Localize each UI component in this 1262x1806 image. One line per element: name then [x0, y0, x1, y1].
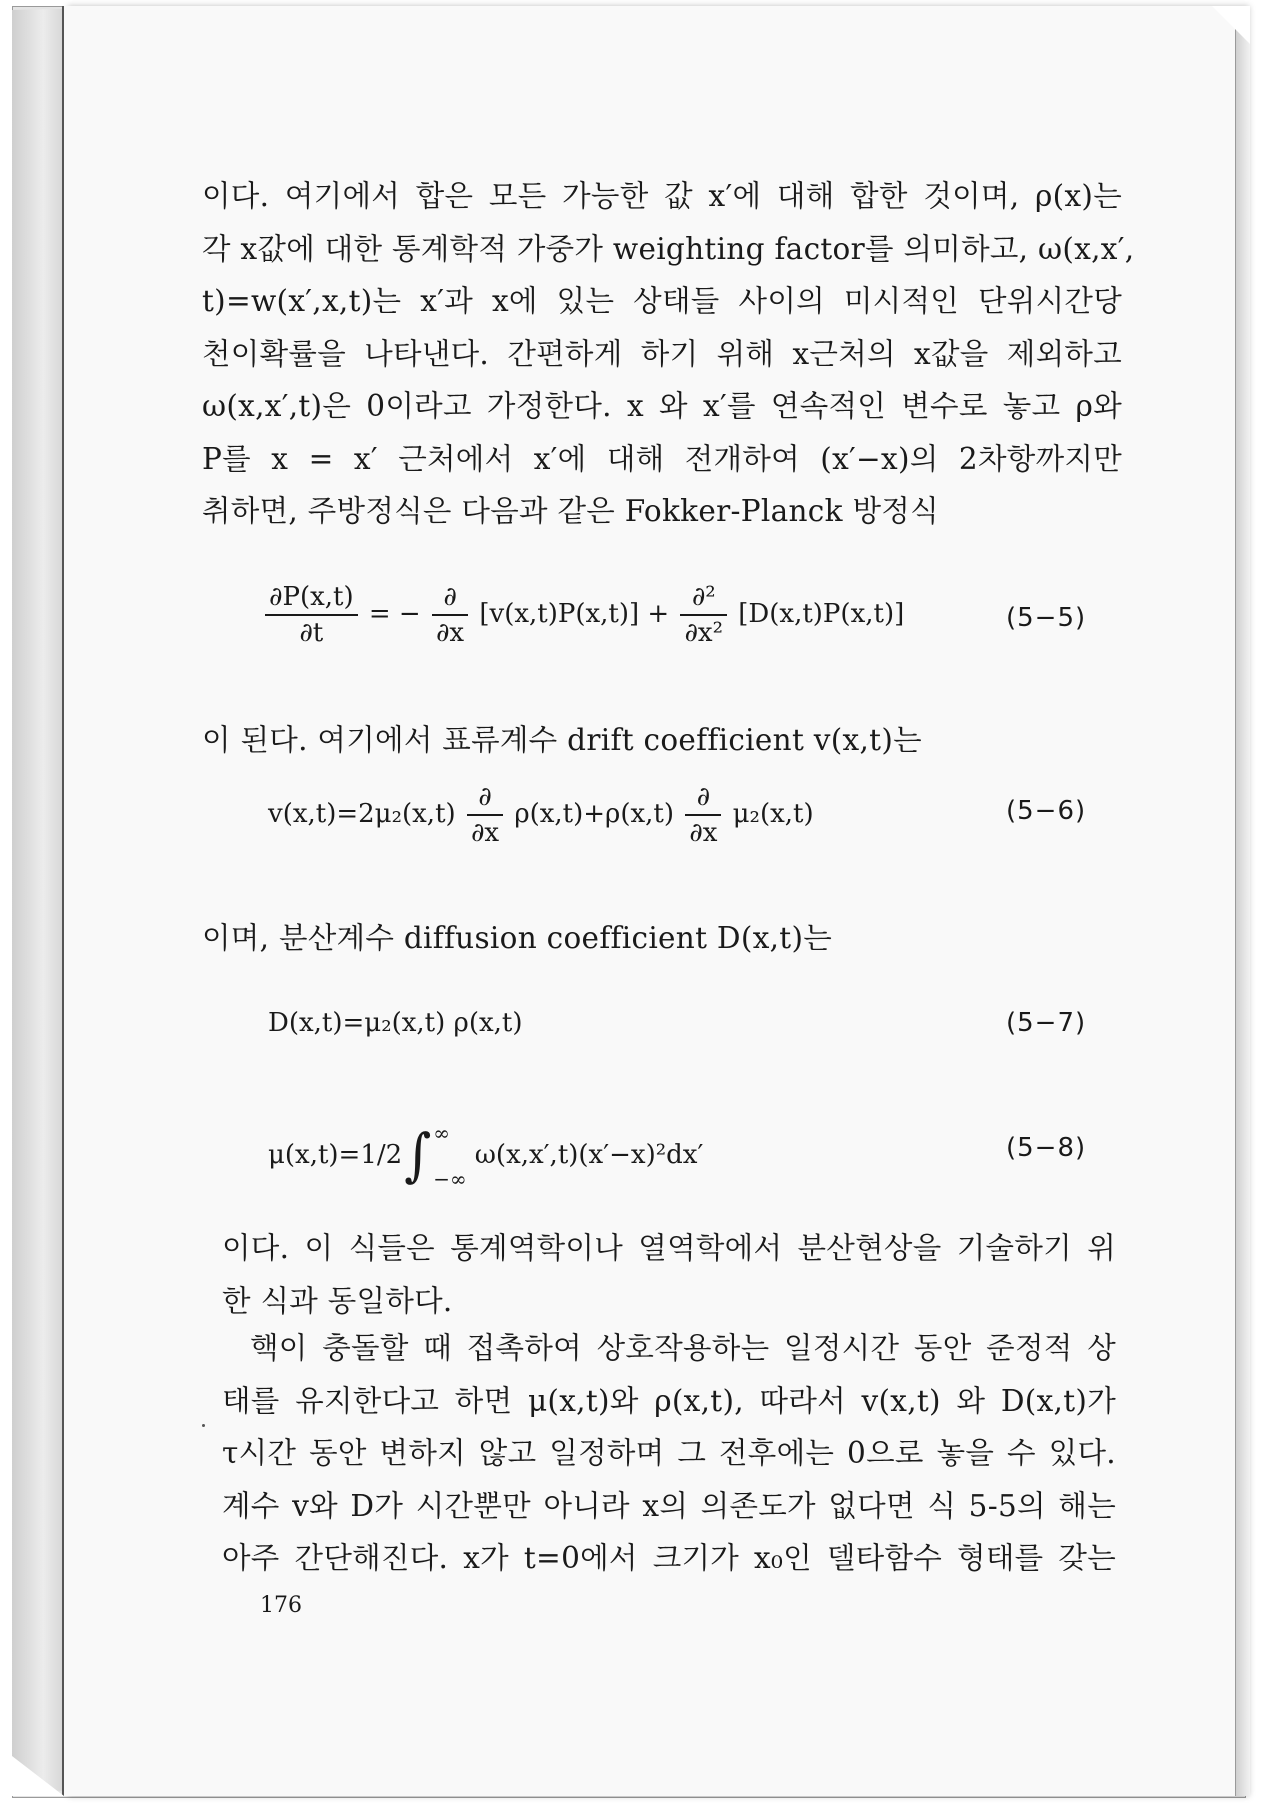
text-line: 이다. 여기에서 합은 모든 가능한 값 x′에 대해 합한 것이며, ρ(x)는: [202, 179, 1122, 213]
equation-number: (5−7): [1006, 1008, 1087, 1038]
paragraph-2: [202, 714, 1122, 767]
equation-5-8: [268, 1110, 703, 1202]
equals-sign: = −: [368, 599, 421, 629]
equation-mid: ρ(x,t)+ρ(x,t): [514, 799, 674, 829]
text-line: 이다. 이 식들은 통계역학이나 열역학에서 분산현상을 기술하기 위: [222, 1231, 1116, 1265]
integral-sign: ∫: [404, 1123, 432, 1189]
text-line: 태를 유지한다고 하면 μ(x,t)와 ρ(x,t), 따라서 v(x,t) 와 D(x,t)가: [222, 1383, 1116, 1418]
equation-lhs: μ(x,t)=1/2: [268, 1140, 403, 1170]
lower-limit: −∞: [433, 1167, 467, 1191]
fraction-numerator: ∂: [467, 782, 503, 816]
text-line: 이 된다. 여기에서 표류계수 drift coefficient v(x,t)는: [202, 723, 922, 757]
partial-x-fraction: [685, 782, 721, 848]
equation-lhs: v(x,t)=2μ₂(x,t): [268, 799, 456, 829]
partial-x-fraction: [467, 782, 503, 848]
page-number: 176: [260, 1593, 302, 1618]
text-line: t)=w(x′,x,t)는 x′과 x에 있는 상태들 사이의 미시적인 단위시간당: [202, 284, 1122, 318]
equation-text: D(x,t)=μ₂(x,t) ρ(x,t): [268, 1008, 523, 1038]
book-spine: [12, 9, 65, 1792]
text-line: 계수 v와 D가 시간뿐만 아니라 x의 의존도가 없다면 식 5-5의 해는: [222, 1488, 1116, 1523]
fraction-numerator: ∂: [685, 782, 721, 816]
upper-limit: ∞: [433, 1121, 450, 1145]
text-line: 핵이 충돌할 때 접촉하여 상호작용하는 일정시간 동안 준정적 상: [250, 1331, 1116, 1365]
fraction-denominator: ∂x: [470, 818, 500, 848]
equation-5-5: [262, 582, 904, 648]
fraction-numerator: ∂: [432, 582, 468, 616]
fraction-denominator: ∂x: [689, 818, 718, 848]
text-line: ω(x,x′,t)은 0이라고 가정한다. x 와 x′를 연속적인 변수로 놓고 ρ와: [202, 389, 1122, 423]
lhs-fraction: [265, 582, 358, 648]
lhs-numerator: ∂P(x,t): [265, 582, 358, 616]
paragraph-1: [202, 170, 1135, 538]
paragraph-5: [222, 1322, 1116, 1585]
text-line: 각 x값에 대한 통계학적 가중가 weighting factor를 의미하고, ω(x,x′,: [202, 231, 1135, 266]
paragraph-4: [222, 1222, 1116, 1327]
text-line: 한 식과 동일하다.: [222, 1283, 453, 1318]
equation-5-7: [268, 1008, 523, 1038]
diffusion-term: [D(x,t)P(x,t)]: [738, 599, 905, 629]
corner-cut-bottom: [12, 1756, 64, 1796]
fraction-numerator: ∂²: [680, 582, 727, 616]
page-edge: [1235, 6, 1250, 1796]
equation-rhs: ω(x,x′,t)(x′−x)²dx′: [474, 1140, 704, 1170]
text-line: P를 x = x′ 근처에서 x′에 대해 전개하여 (x′−x)의 2차항까지만: [202, 441, 1122, 476]
text-line: 천이확률을 나타낸다. 간편하게 하기 위해 x근처의 x값을 제외하고: [202, 336, 1122, 371]
equation-rhs: μ₂(x,t): [732, 799, 814, 829]
text-line: 취하면, 주방정식은 다음과 같은 Fokker-Planck 방정식: [202, 494, 939, 528]
fraction-denominator: ∂x²: [684, 618, 724, 648]
corner-cut: [1212, 6, 1250, 44]
integral-limits: [433, 1110, 466, 1202]
text-line: τ시간 동안 변하지 않고 일정하며 그 전후에는 0으로 놓을 수 있다.: [222, 1436, 1116, 1470]
fraction-denominator: ∂x: [435, 618, 465, 648]
drift-term: [v(x,t)P(x,t)] +: [479, 599, 670, 629]
equation-number: (5−6): [1006, 796, 1087, 826]
second-partial-fraction: [680, 582, 727, 648]
paragraph-3: [202, 912, 1122, 965]
text-line: 아주 간단해진다. x가 t=0에서 크기가 x₀인 델타함수 형태를 갖는: [222, 1541, 1116, 1575]
lhs-denominator: ∂t: [299, 618, 324, 648]
print-speck: [202, 1424, 205, 1427]
equation-5-6: [268, 782, 814, 848]
text-line: 이며, 분산계수 diffusion coefficient D(x,t)는: [202, 921, 833, 955]
partial-x-fraction: [432, 582, 468, 648]
equation-number: (5−5): [1006, 603, 1087, 633]
equation-number: (5−8): [1006, 1133, 1087, 1163]
